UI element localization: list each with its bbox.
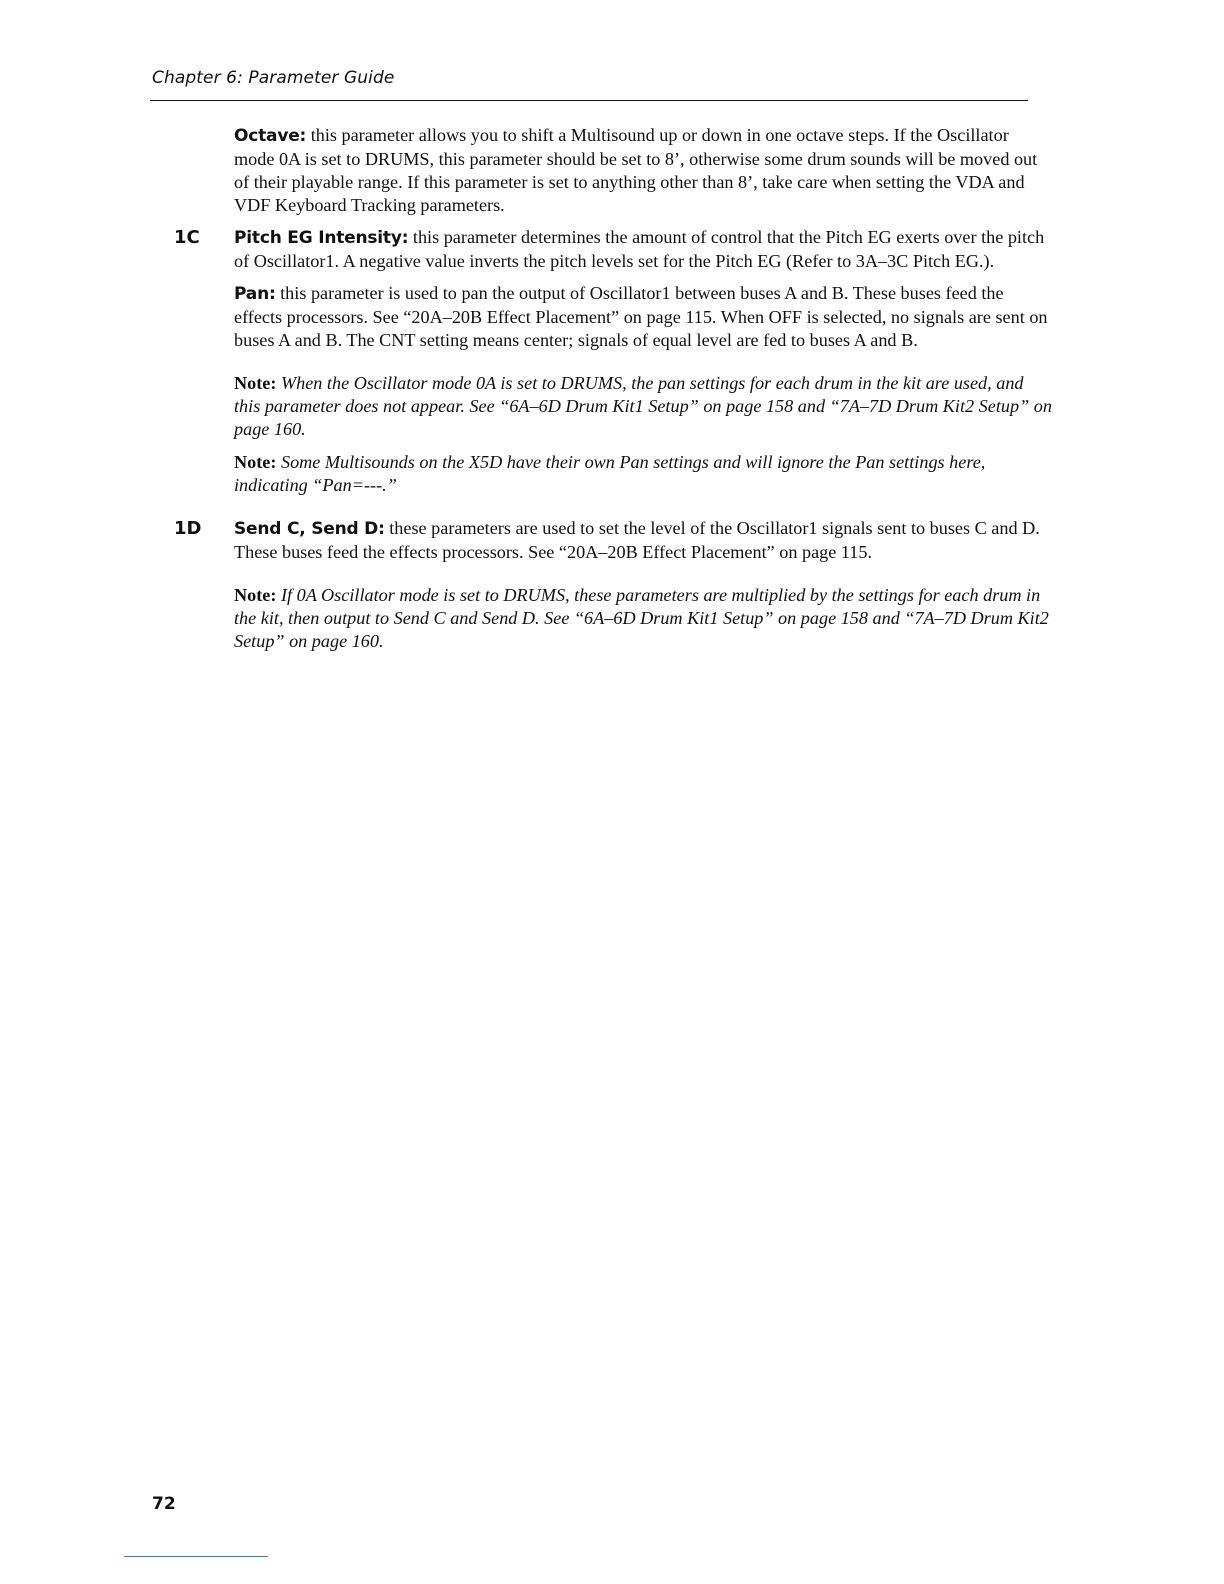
note-text-before: Some Multisounds on the <box>276 452 469 472</box>
model-name: X5D <box>468 452 503 472</box>
pitch-eg-label: Pitch EG Intensity: <box>234 228 409 248</box>
footer-rule <box>124 1556 268 1557</box>
octave-text: this parameter allows you to shift a Multisound up or down in one octave steps. If the Oscillator mode 0A is set to DRUMS, this parameter should be set to 8’, otherwise some drum sounds will be moved out of their playable range. If this parameter is set to anything other than 8’, take care when setting the VDA and VDF Keyboard Tracking parameters. <box>234 125 1038 215</box>
note-text: When the Oscillator mode 0A is set to DRUMS, the pan settings for each drum in the kit are used, and this parameter does not appear. See “6A–6D Drum Kit1 Setup” on page 158 and “7A–7D Drum Kit2 Setup” on page 160. <box>234 373 1052 439</box>
page-content <box>174 124 1052 662</box>
pitch-eg-paragraph <box>174 226 1052 273</box>
pan-text: this parameter is used to pan the output of Oscillator1 between buses A and B. These buses feed the effects processors. See “20A–20B Effect Placement” on page 115. When OFF is selected, no signals are sent on buses A and B. The CNT setting means center; signals of equal level are fed to buses A and B. <box>234 283 1048 350</box>
send-paragraph <box>174 517 1052 564</box>
note-label: Note: <box>234 373 277 393</box>
note-label: Note: <box>234 585 277 605</box>
chapter-header: Chapter 6: Parameter Guide <box>152 68 395 88</box>
octave-label: Octave: <box>234 126 307 146</box>
param-code-1d: 1D <box>174 518 202 539</box>
note-drums-send <box>234 584 1052 653</box>
send-text: these parameters are used to set the level of the Oscillator1 signals sent to buses C and D. These buses feed the effects processors. See “20A–20B Effect Placement” on page 115. <box>234 518 1040 562</box>
note-multisound-pan <box>234 451 1052 497</box>
pitch-eg-text: this parameter determines the amount of control that the Pitch EG exerts over the pitch of Oscillator1. A negative value inverts the pitch levels set for the Pitch EG (Refer to 3A–3C Pitch EG.). <box>234 227 1045 271</box>
param-code-1c: 1C <box>174 227 200 248</box>
octave-paragraph <box>234 124 1052 217</box>
note-label: Note: <box>234 452 277 472</box>
note-text: If 0A Oscillator mode is set to DRUMS, these parameters are multiplied by the settings for each drum in the kit, then output to Send C and Send D. See “6A–6D Drum Kit1 Setup” on page 158 and “7A–7D Drum Kit2 Setup” on page 160. <box>234 585 1049 651</box>
page-number: 72 <box>152 1494 176 1514</box>
note-text-after: have their own Pan settings and will ignore the Pan settings here, indicating “Pan=---.” <box>234 452 986 495</box>
header-rule <box>150 100 1028 101</box>
pan-paragraph <box>234 282 1052 352</box>
send-label: Send C, Send D: <box>234 519 385 539</box>
note-drums-pan <box>234 372 1052 441</box>
pan-label: Pan: <box>234 284 276 304</box>
